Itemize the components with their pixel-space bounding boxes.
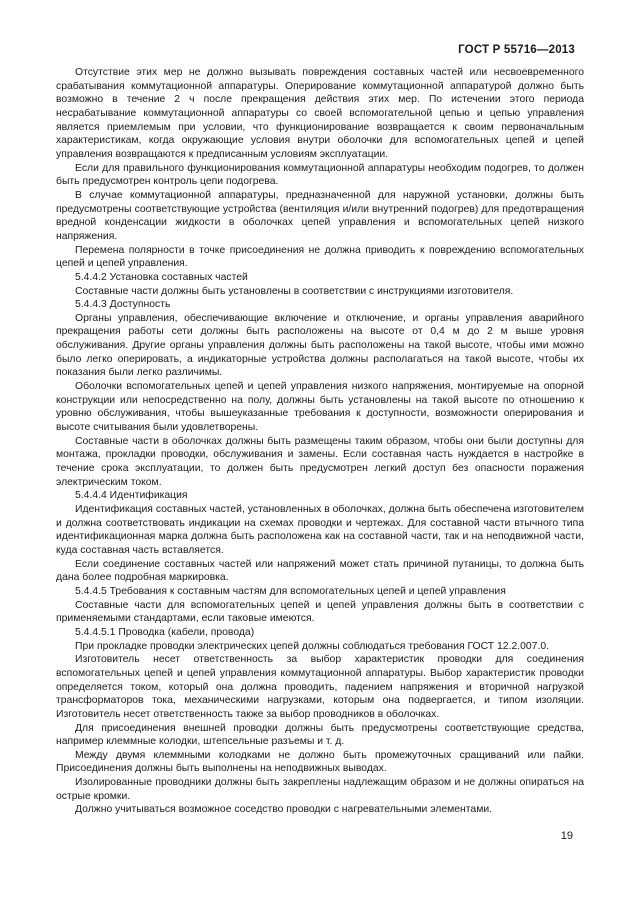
paragraph: Составные части в оболочках должны быть размещены таким образом, чтобы они были доступны для монтажа, прокладки проводки, обслуживания и замены. Если составная часть нуждается в настройке в течение срока эксплуатации, то должен быть предусмотрен легкий доступ без опасности поражения электрическим током. [56, 435, 584, 488]
paragraph: Составные части для вспомогательных цепей и цепей управления должны быть в соответствии с применяемыми стандартами, если таковые имеются. [56, 599, 584, 625]
paragraph: Изолированные проводники должны быть закреплены надлежащим образом и не должны опираться на острые кромки. [56, 777, 584, 802]
section-heading: 5.4.4.2 Установка составных частей [75, 271, 248, 283]
section-heading: 5.4.4.3 Доступность [75, 299, 171, 311]
paragraph: Идентификация составных частей, установленных в оболочках, должна быть обеспечена изготовителем и должна соответствовать индикации на схемах проводки и чертежах. Для составной части втычного типа идентификационная марка должна быть расположена как на составной части, так и на неподвижной части, куда составная часть вставляется. [56, 504, 584, 556]
paragraph: Органы управления, обеспечивающие включение и отключение, и органы управления аварийного прекращения работы сети должны быть расположены на высоте от 0,4 м до 2 м выше уровня обслуживания. Другие органы управления должны быть расположены на такой высоте, чтобы ими можно было легко оперировать, а индикаторные устройства должны располагаться на такой высоте, чтобы их показания были легко различимы. [56, 312, 584, 379]
paragraph: Составные части должны быть установлены в соответствии с инструкциями изготовителя. [75, 285, 514, 297]
paragraph: Между двумя клеммными колодками не должно быть промежуточных сращиваний или пайки. Присоединения должны быть выполнены на неподвижных выводах. [56, 749, 584, 775]
paragraph: При прокладке проводки электрических цепей должны соблюдаться требования ГОСТ 12.2.007.0. [75, 640, 550, 652]
paragraph: В случае коммутационной аппаратуры, предназначенной для наружной установки, должны быть предусмотрены соответствующие устройства (вентиляция и/или внутренний подогрев) для предотвращения вредной конденсации жидкости в оболочках цепей управления и вспомогательных цепей низкого напряжения. [56, 189, 584, 242]
paragraph: Если для правильного функционирования коммутационной аппаратуры необходим подогрев, то должен быть предусмотрен контроль цепи подогрева. [56, 162, 584, 188]
paragraph: Для присоединения внешней проводки должны быть предусмотрены соответствующие средства, например клеммные колодки, штепсельные разъемы и т. д. [56, 722, 584, 748]
page-number: 19 [560, 830, 573, 842]
paragraph: Оболочки вспомогательных цепей и цепей управления низкого напряжения, монтируемые на опорной конструкции или непосредственно на полу, должны быть установлены на такой высоте по отношению к уровню обслуживания, чтобы вышеуказанные требования к доступности, возможности оперирования и высоте считывания были удовлетворены. [56, 381, 584, 434]
paragraph: Изготовитель несет ответственность за выбор характеристик проводки для соединения вспомогательных цепей и цепей управления коммутационной аппаратуры. Выбор характеристик проводки определяется током, который она должна проводить, падением напряжения и вторичной нагрузкой трансформаторов тока, механическими нагрузками, которым она подвергается, и типом изоляции. Изготовитель несет ответственность также за выбор проводников в оболочках. [56, 654, 584, 720]
paragraph: Если соединение составных частей или напряжений может стать причиной путаницы, то должна быть дана более подробная маркировка. [56, 558, 584, 584]
section-heading: 5.4.4.4 Идентификация [75, 490, 188, 502]
paragraph: Отсутствие этих мер не должно вызывать повреждения составных частей или несвоевременного срабатывания коммутационной аппаратуры. Оперирование коммутационной аппаратурой должно быть возможно в течение 2 ч после прекращения действия этих мер. По истечении этого периода несрабатывание коммутационной аппаратуры со своей вспомогательной цепью и цепью управления является приемлемым при условии, что функционирование возвращается к своим первоначальным характеристикам, когда окружающие условия внутри оболочки для вспомогательных цепей и цепей управления возвращаются к предписанным условиям эксплуатации. [56, 67, 584, 160]
section-heading: 5.4.4.5 Требования к составным частям для вспомогательных цепей и цепей управления [75, 585, 506, 597]
standard-header: ГОСТ Р 55716—2013 [458, 44, 575, 56]
paragraph: Перемена полярности в точке присоединения не должна приводить к повреждению вспомогательных цепей и цепей управления. [56, 244, 584, 270]
paragraph: Должно учитываться возможное соседство проводки с нагревательными элементами. [75, 804, 493, 816]
section-heading: 5.4.4.5.1 Проводка (кабели, провода) [75, 626, 255, 638]
document-body [56, 66, 584, 817]
